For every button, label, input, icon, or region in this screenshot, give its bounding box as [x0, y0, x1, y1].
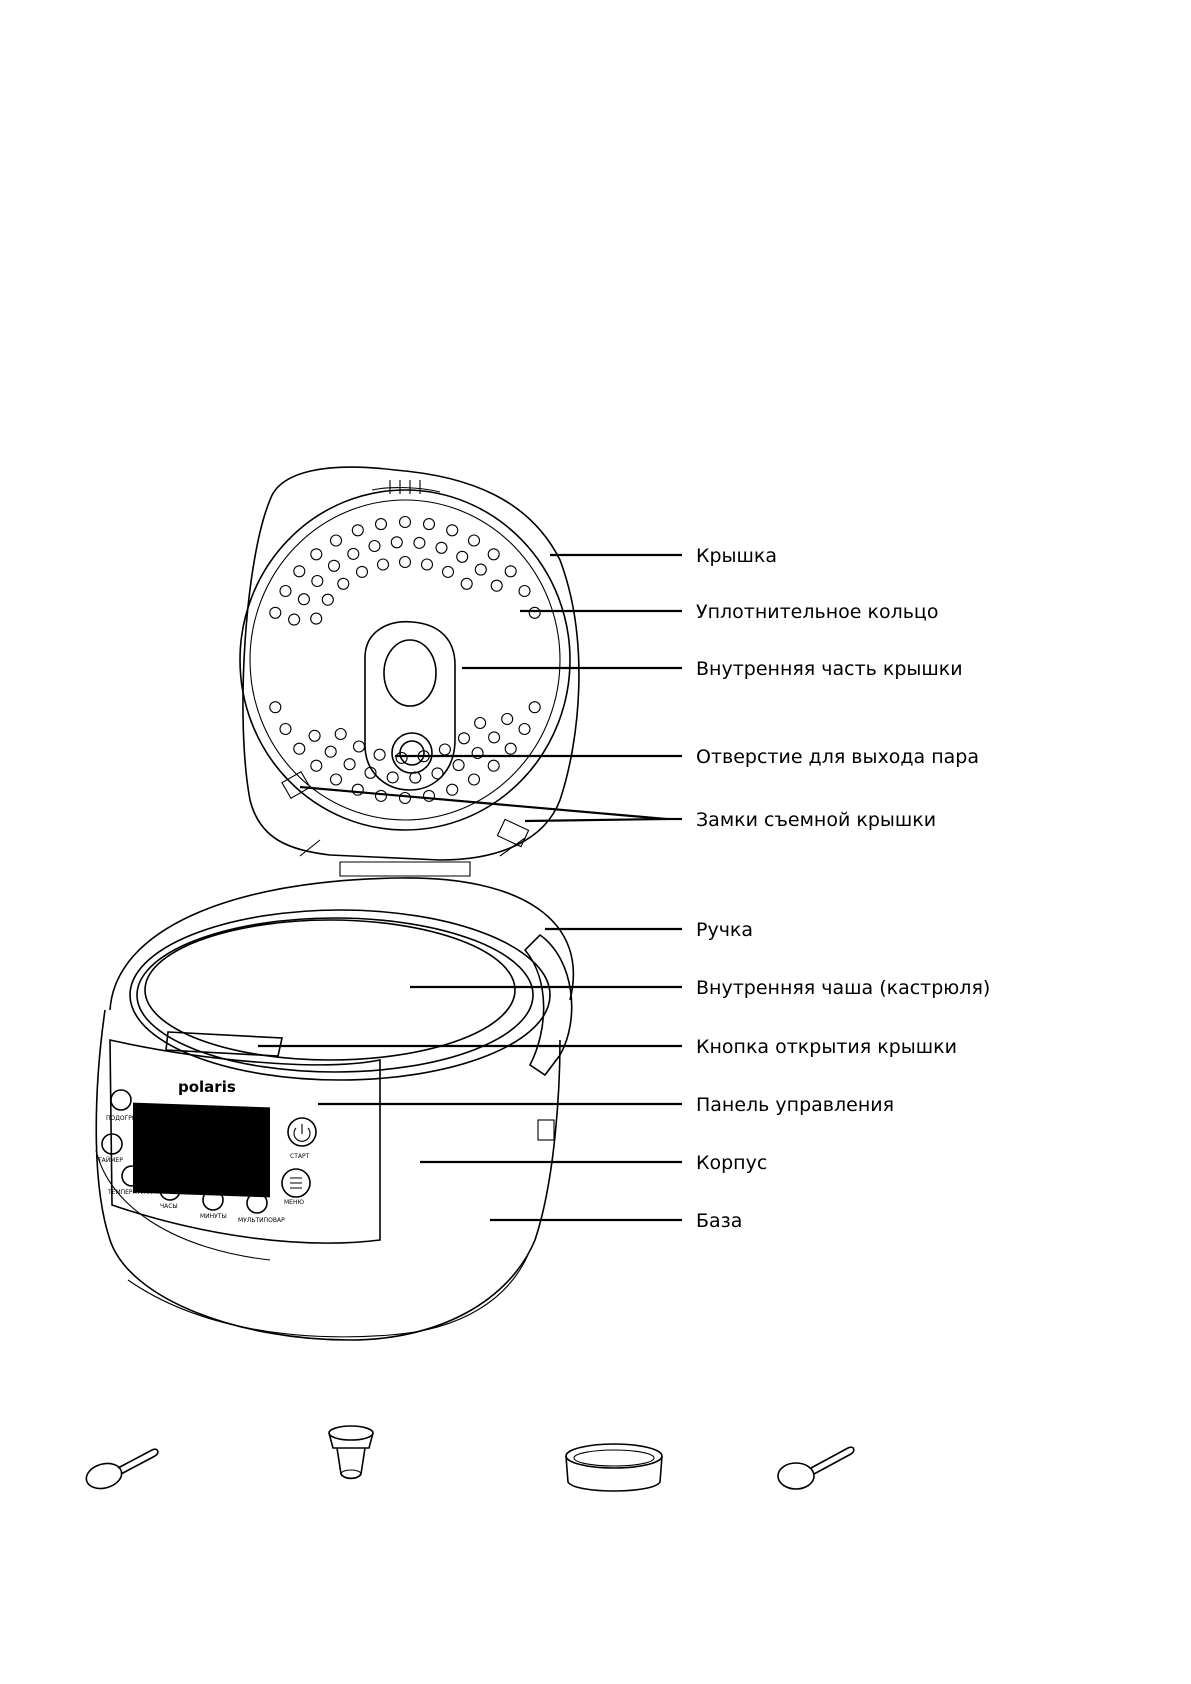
- lid-perforation-hole: [469, 535, 480, 546]
- lid-perforation-hole: [424, 519, 435, 530]
- lid-perforation-hole: [519, 724, 530, 735]
- timer-label: ТАЙМЕР: [98, 1157, 123, 1164]
- lid-perforation-hole: [335, 729, 346, 740]
- lid-perforation-hole: [322, 594, 333, 605]
- lid-perforation-hole: [519, 586, 530, 597]
- lid-perforation-hole: [424, 790, 435, 801]
- lid-perforation-hole: [378, 559, 389, 570]
- lid-perforation-hole: [459, 733, 470, 744]
- lid-perforation-hole: [469, 774, 480, 785]
- lid-perforation-hole: [488, 760, 499, 771]
- lid-perforation-hole: [294, 743, 305, 754]
- lid-perforation-hole: [447, 784, 458, 795]
- label-base: База: [696, 1210, 743, 1232]
- lid-perforation-hole: [331, 535, 342, 546]
- lid-perforation-hole: [529, 607, 540, 618]
- label-lid: Крышка: [696, 545, 778, 567]
- lid-perforation-hole: [387, 772, 398, 783]
- lid-perforation-hole: [475, 718, 486, 729]
- accessory-spoon-right: [778, 1447, 854, 1489]
- lid-perforation-hole: [400, 793, 411, 804]
- multichef-label: МУЛЬТИПОВАР: [238, 1217, 285, 1224]
- callout-line-lock-b: [525, 819, 666, 821]
- label-steam-vent: Отверстие для выхода пара: [696, 746, 979, 768]
- lid-perforation-hole: [331, 774, 342, 785]
- lid-perforation-hole: [270, 702, 281, 713]
- lid-perforation-hole: [311, 760, 322, 771]
- label-inner-lid: Внутренняя часть крышки: [696, 658, 963, 680]
- lid-perforation-hole: [352, 525, 363, 536]
- lid-perforation-hole: [289, 614, 300, 625]
- lid-perforations: [270, 517, 540, 804]
- lid-perforation-hole: [357, 566, 368, 577]
- lid-perforation-hole: [298, 594, 309, 605]
- lid-perforation-hole: [502, 714, 513, 725]
- hours-label: ЧАСЫ: [160, 1203, 178, 1210]
- start-label: СТАРТ: [290, 1153, 310, 1160]
- label-inner-bowl: Внутренняя чаша (кастрюля): [696, 977, 991, 999]
- lid-perforation-hole: [369, 541, 380, 552]
- lid-perforation-hole: [352, 784, 363, 795]
- callout-lines: [258, 555, 682, 1220]
- lid-perforation-hole: [453, 760, 464, 771]
- callout-line-lock-a: [300, 787, 666, 819]
- lid-perforation-hole: [457, 551, 468, 562]
- lid-perforation-hole: [280, 724, 291, 735]
- warm-cancel-button[interactable]: [111, 1090, 131, 1110]
- lid: [243, 467, 579, 876]
- brand-logo: polaris: [178, 1078, 236, 1096]
- lid-perforation-hole: [311, 549, 322, 560]
- lid-perforation-hole: [325, 746, 336, 757]
- lid-perforation-hole: [488, 549, 499, 560]
- accessory-measuring-cup: [329, 1426, 373, 1479]
- label-seal-ring: Уплотнительное кольцо: [696, 601, 939, 623]
- lid-perforation-hole: [505, 566, 516, 577]
- lid-perforation-hole: [439, 744, 450, 755]
- lid-perforation-hole: [374, 749, 385, 760]
- lid-perforation-hole: [400, 517, 411, 528]
- lid-perforation-hole: [338, 578, 349, 589]
- label-control-panel: Панель управления: [696, 1094, 895, 1116]
- lid-perforation-hole: [475, 564, 486, 575]
- lid-perforation-hole: [489, 732, 500, 743]
- lid-perforation-hole: [344, 759, 355, 770]
- menu-label: МЕНЮ: [284, 1199, 304, 1206]
- label-body: Корпус: [696, 1152, 768, 1174]
- lid-perforation-hole: [270, 607, 281, 618]
- callout-labels: [696, 545, 990, 1232]
- lid-perforation-hole: [414, 537, 425, 548]
- lid-perforation-hole: [311, 613, 322, 624]
- lid-perforation-hole: [505, 743, 516, 754]
- lid-perforation-hole: [354, 741, 365, 752]
- lid-perforation-hole: [422, 559, 433, 570]
- label-lid-locks: Замки съемной крышки: [696, 809, 937, 831]
- lid-perforation-hole: [529, 702, 540, 713]
- lid-perforation-hole: [400, 557, 411, 568]
- lid-perforation-hole: [376, 519, 387, 530]
- accessory-steamer-basket: [566, 1444, 662, 1491]
- lid-perforation-hole: [309, 730, 320, 741]
- lid-perforation-hole: [436, 542, 447, 553]
- lid-perforation-hole: [443, 566, 454, 577]
- accessory-spoon-left: [84, 1449, 158, 1492]
- label-handle: Ручка: [696, 919, 754, 941]
- warm-label: ПОДОГРЕВ/ОТМЕНА: [106, 1115, 168, 1122]
- lid-perforation-hole: [391, 537, 402, 548]
- lid-perforation-hole: [294, 566, 305, 577]
- lid-perforation-hole: [348, 548, 359, 559]
- lid-perforation-hole: [280, 586, 291, 597]
- lid-perforation-hole: [329, 560, 340, 571]
- lid-perforation-hole: [447, 525, 458, 536]
- lid-perforation-hole: [432, 768, 443, 779]
- lid-perforation-hole: [461, 578, 472, 589]
- lid-perforation-hole: [491, 580, 502, 591]
- control-panel: [97, 1040, 380, 1243]
- lid-perforation-hole: [376, 790, 387, 801]
- temperature-label: ТЕМПЕРАТУРА: [108, 1189, 152, 1196]
- lid-perforation-hole: [410, 772, 421, 783]
- minutes-label: МИНУТЫ: [200, 1213, 227, 1220]
- label-lid-button: Кнопка открытия крышки: [696, 1036, 957, 1058]
- lid-perforation-hole: [312, 576, 323, 587]
